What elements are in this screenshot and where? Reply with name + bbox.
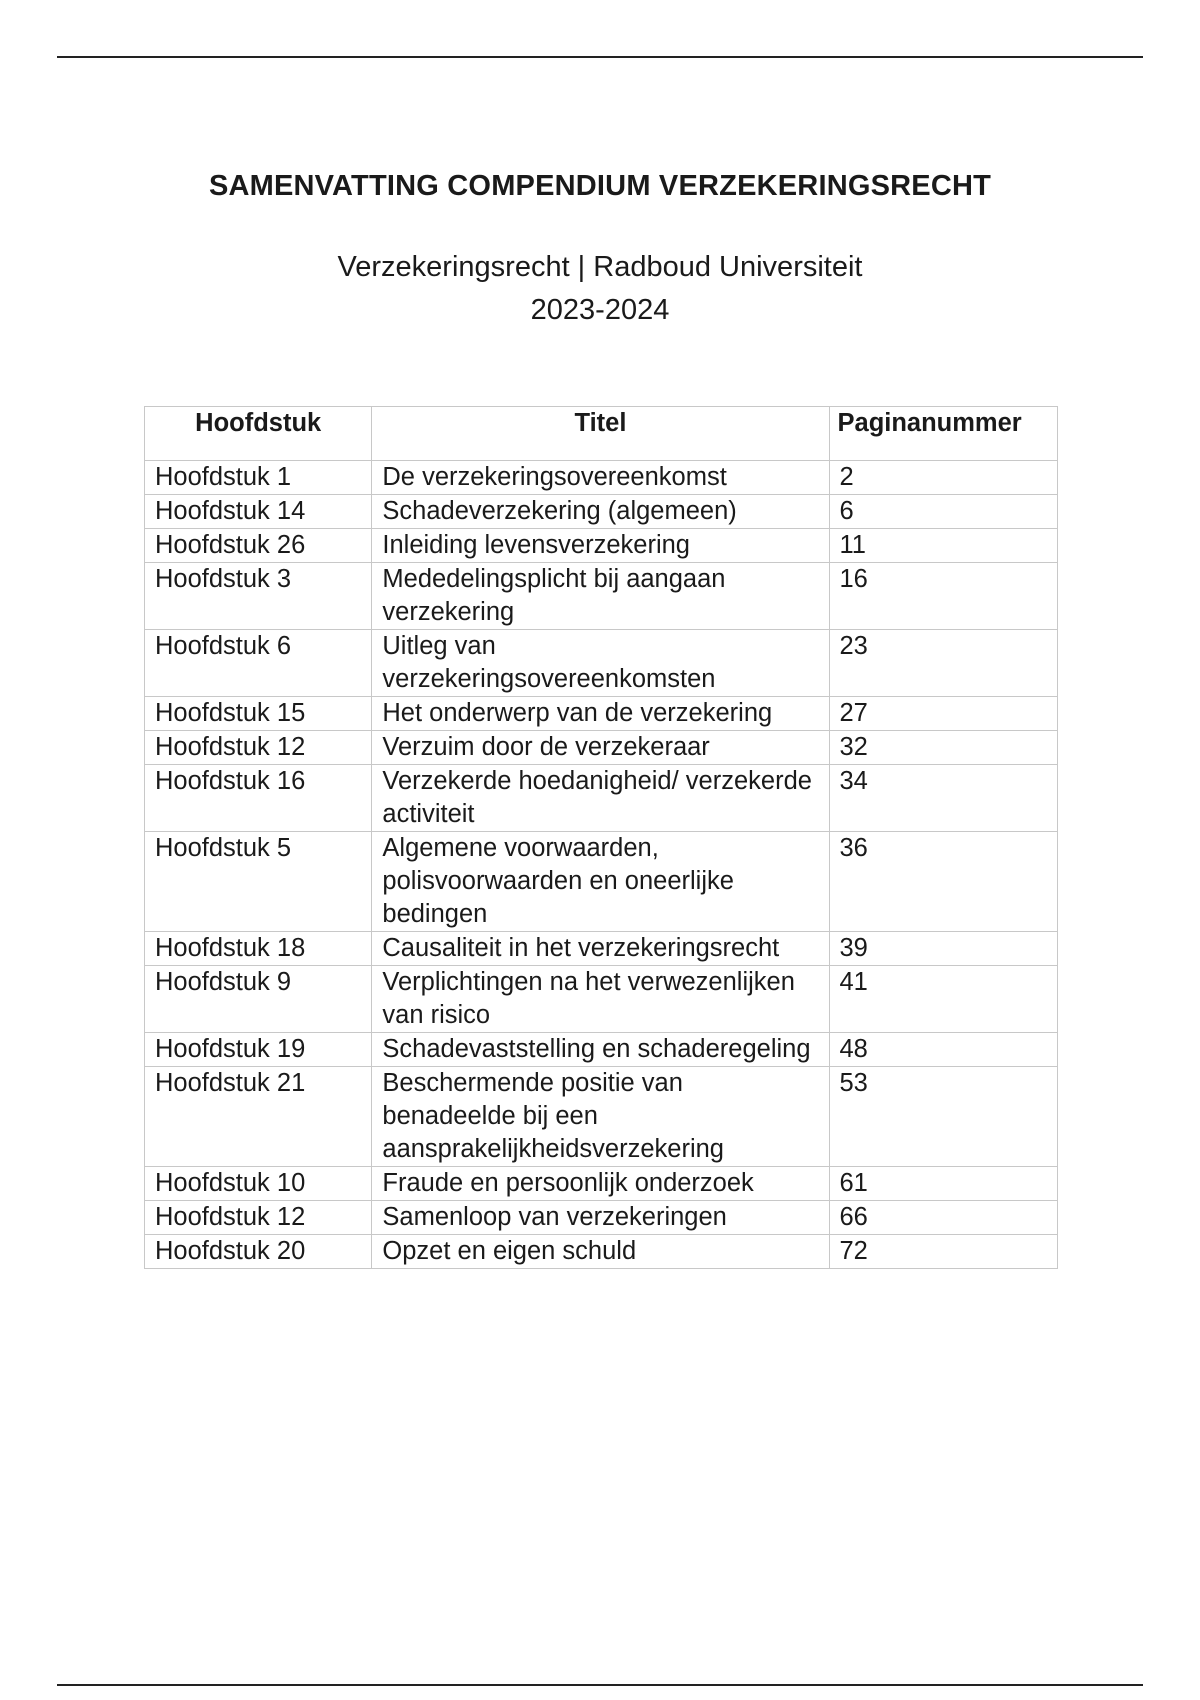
cell-title: Algemene voorwaarden, polisvoorwaarden en oneerlijke bedingen xyxy=(372,832,829,932)
table-row xyxy=(145,1235,1058,1269)
table-row xyxy=(145,1167,1058,1201)
cell-chapter: Hoofdstuk 14 xyxy=(145,495,372,529)
cell-chapter: Hoofdstuk 10 xyxy=(145,1167,372,1201)
cell-page: 61 xyxy=(829,1167,1058,1201)
cell-title: Uitleg van verzekeringsovereenkomsten xyxy=(372,630,829,697)
table-row xyxy=(145,563,1058,630)
cell-title: Schadeverzekering (algemeen) xyxy=(372,495,829,529)
cell-page: 48 xyxy=(829,1033,1058,1067)
table-row xyxy=(145,461,1058,495)
cell-page: 72 xyxy=(829,1235,1058,1269)
header-title: Titel xyxy=(372,407,829,461)
cell-title: Fraude en persoonlijk onderzoek xyxy=(372,1167,829,1201)
cell-title: Beschermende positie van benadeelde bij een aansprakelijkheidsverzekering xyxy=(372,1067,829,1167)
cell-chapter: Hoofdstuk 6 xyxy=(145,630,372,697)
cell-page: 41 xyxy=(829,966,1058,1033)
table-row xyxy=(145,731,1058,765)
header-page: Paginanummer xyxy=(829,407,1058,461)
cell-title: Verzekerde hoedanigheid/ verzekerde activiteit xyxy=(372,765,829,832)
cell-page: 32 xyxy=(829,731,1058,765)
footer-rule xyxy=(57,1684,1143,1686)
cell-title: Mededelingsplicht bij aangaan verzekering xyxy=(372,563,829,630)
document-subtitle xyxy=(0,246,1200,332)
cell-page: 23 xyxy=(829,630,1058,697)
header-chapter: Hoofdstuk xyxy=(145,407,372,461)
cell-page: 16 xyxy=(829,563,1058,630)
table-row xyxy=(145,529,1058,563)
table-row xyxy=(145,966,1058,1033)
cell-page: 39 xyxy=(829,932,1058,966)
table-row xyxy=(145,832,1058,932)
table-header-row xyxy=(145,407,1058,461)
cell-title: Samenloop van verzekeringen xyxy=(372,1201,829,1235)
cell-page: 36 xyxy=(829,832,1058,932)
table-row xyxy=(145,765,1058,832)
document-title: SAMENVATTING COMPENDIUM VERZEKERINGSRECHT xyxy=(208,170,992,202)
table-row xyxy=(145,495,1058,529)
cell-page: 53 xyxy=(829,1067,1058,1167)
cell-page: 6 xyxy=(829,495,1058,529)
cell-chapter: Hoofdstuk 20 xyxy=(145,1235,372,1269)
cell-chapter: Hoofdstuk 12 xyxy=(145,731,372,765)
cell-title: Causaliteit in het verzekeringsrecht xyxy=(372,932,829,966)
cell-title: Opzet en eigen schuld xyxy=(372,1235,829,1269)
cell-chapter: Hoofdstuk 18 xyxy=(145,932,372,966)
subtitle-course: Verzekeringsrecht | Radboud Universiteit xyxy=(337,251,863,283)
cell-title: Het onderwerp van de verzekering xyxy=(372,697,829,731)
cell-page: 27 xyxy=(829,697,1058,731)
cell-chapter: Hoofdstuk 21 xyxy=(145,1067,372,1167)
cell-chapter: Hoofdstuk 26 xyxy=(145,529,372,563)
cell-chapter: Hoofdstuk 9 xyxy=(145,966,372,1033)
cell-page: 11 xyxy=(829,529,1058,563)
table-row xyxy=(145,1067,1058,1167)
cell-title: Verplichtingen na het verwezenlijken van risico xyxy=(372,966,829,1033)
cell-chapter: Hoofdstuk 3 xyxy=(145,563,372,630)
cell-chapter: Hoofdstuk 5 xyxy=(145,832,372,932)
table-row xyxy=(145,697,1058,731)
table-row xyxy=(145,630,1058,697)
cell-page: 34 xyxy=(829,765,1058,832)
cell-chapter: Hoofdstuk 15 xyxy=(145,697,372,731)
table-row xyxy=(145,1033,1058,1067)
cell-page: 2 xyxy=(829,461,1058,495)
cell-title: De verzekeringsovereenkomst xyxy=(372,461,829,495)
cell-chapter: Hoofdstuk 16 xyxy=(145,765,372,832)
cell-title: Verzuim door de verzekeraar xyxy=(372,731,829,765)
cell-chapter: Hoofdstuk 12 xyxy=(145,1201,372,1235)
table-row xyxy=(145,932,1058,966)
cell-chapter: Hoofdstuk 19 xyxy=(145,1033,372,1067)
cell-chapter: Hoofdstuk 1 xyxy=(145,461,372,495)
cell-title: Schadevaststelling en schaderegeling xyxy=(372,1033,829,1067)
subtitle-year: 2023-2024 xyxy=(530,294,670,326)
table-row xyxy=(145,1201,1058,1235)
table-of-contents xyxy=(144,406,1058,1269)
cell-page: 66 xyxy=(829,1201,1058,1235)
cell-title: Inleiding levensverzekering xyxy=(372,529,829,563)
header-rule xyxy=(57,56,1143,58)
